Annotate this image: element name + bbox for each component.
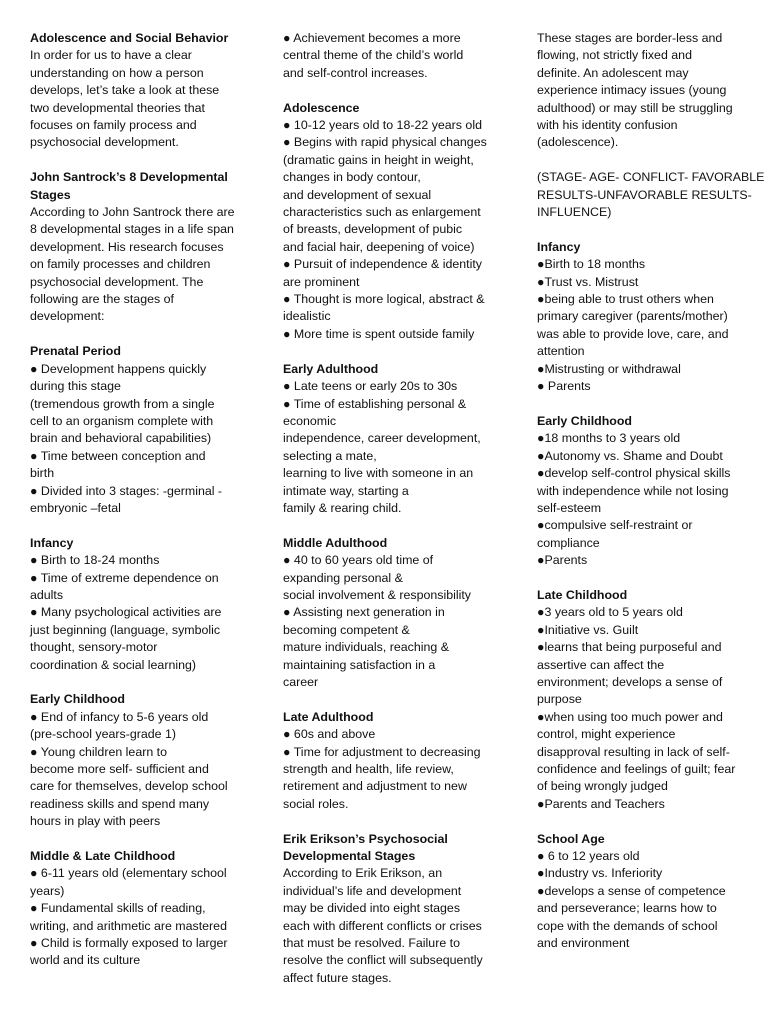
text-block — [537, 30, 747, 152]
section-heading: Prenatal Period — [30, 344, 121, 359]
body-text-line: primary caregiver (parents/mother) — [537, 309, 728, 324]
text-block — [283, 535, 505, 692]
body-text-line: changes in body contour, — [283, 170, 421, 185]
body-text-line: ●when using too much power and — [537, 709, 723, 724]
body-text-line: economic — [283, 413, 337, 428]
body-text-line: ● Begins with rapid physical changes — [283, 135, 487, 150]
body-text-line: on family processes and children — [30, 257, 211, 272]
body-text-line: understanding on how a person — [30, 65, 204, 80]
body-text-line: care for themselves, develop school — [30, 779, 228, 794]
body-text-line: ● Development happens quickly — [30, 361, 207, 376]
body-text-line: adults — [30, 587, 64, 602]
body-text-line: cell to an organism complete with — [30, 413, 214, 428]
body-text-line: affect future stages. — [283, 970, 392, 985]
text-block — [537, 831, 747, 953]
section-heading: Erik Erikson’s Psychosocial Developmental Stages — [283, 831, 448, 864]
text-block — [283, 831, 505, 988]
body-text-line: attention — [537, 344, 585, 359]
section-heading: Early Adulthood — [283, 361, 379, 376]
text-block — [283, 709, 505, 813]
body-text-line: control, might experience — [537, 727, 676, 742]
body-text-line: ●18 months to 3 years old — [537, 431, 681, 446]
body-text-line: psychosocial development. The — [30, 274, 204, 289]
section-heading: Late Adulthood — [283, 709, 374, 724]
body-text-line: RESULTS-UNFAVORABLE RESULTS- — [537, 187, 752, 202]
section-heading: Early Childhood — [30, 692, 125, 707]
body-text-line: writing, and arithmetic are mastered — [30, 918, 227, 933]
section-heading: Middle Adulthood — [283, 535, 388, 550]
column-3 — [537, 30, 765, 970]
body-text-line: of breasts, development of pubic — [283, 222, 463, 237]
body-text-line: ●compulsive self-restraint or — [537, 518, 693, 533]
body-text-line: disapproval resulting in lack of self- — [537, 744, 730, 759]
body-text-line: ● Thought is more logical, abstract & — [283, 292, 485, 307]
text-block — [283, 30, 505, 82]
body-text-line: may be divided into eight stages — [283, 901, 461, 916]
text-block — [30, 535, 252, 674]
body-text-line: development. His research focuses — [30, 239, 224, 254]
body-text-line: ●Trust vs. Mistrust — [537, 274, 639, 289]
body-text-line: coordination & social learning) — [30, 657, 196, 672]
body-text-line: ● Time of extreme dependence on — [30, 570, 219, 585]
body-text-line: are prominent — [283, 274, 360, 289]
body-text-line: self-esteem — [537, 500, 602, 515]
body-text-line: and perseverance; learns how to — [537, 901, 717, 916]
body-text-line: ●Initiative vs. Guilt — [537, 622, 639, 637]
section-heading: School Age — [537, 831, 605, 846]
body-text-line: ● Late teens or early 20s to 30s — [283, 379, 458, 394]
body-text-line: world and its culture — [30, 953, 141, 968]
body-text-line: develops, let’s take a look at these — [30, 83, 220, 98]
body-text-line: mature individuals, reaching & — [283, 640, 449, 655]
body-text-line: of being wrongly judged — [537, 779, 668, 794]
body-text-line: According to Erik Erikson, an — [283, 866, 443, 881]
body-text-line: ●Birth to 18 months — [537, 257, 646, 272]
body-text-line: during this stage — [30, 379, 121, 394]
body-text-line: ● Many psychological activities are — [30, 605, 222, 620]
body-text-line: flowing, not strictly fixed and — [537, 48, 692, 63]
body-text-line: ● Time of establishing personal & — [283, 396, 467, 411]
body-text-line: become more self- sufficient and — [30, 762, 209, 776]
body-text-line: INFLUENCE) — [537, 205, 612, 220]
section-heading: Late Childhood — [537, 587, 628, 602]
body-text-line: ● More time is spent outside family — [283, 326, 475, 341]
body-text-line: hours in play with peers — [30, 814, 161, 829]
body-text-line: readiness skills and spend many — [30, 796, 210, 811]
body-text-line: two developmental theories that — [30, 100, 205, 115]
body-text-line: individual’s life and development — [283, 883, 462, 898]
text-block — [283, 361, 505, 518]
body-text-line: birth — [30, 466, 55, 481]
body-text-line: social roles. — [283, 796, 349, 811]
body-text-line: ●learns that being purposeful and — [537, 640, 722, 655]
body-text-line: career — [283, 674, 319, 689]
body-text-line: ●Industry vs. Inferiority — [537, 866, 663, 881]
section-heading: Infancy — [537, 239, 581, 254]
body-text-line: focuses on family process and — [30, 118, 197, 133]
body-text-line: ● End of infancy to 5-6 years old — [30, 709, 209, 724]
body-text-line: ●develops a sense of competence — [537, 883, 726, 898]
body-text-line: ● Time between conception and — [30, 448, 206, 463]
text-block — [30, 30, 252, 152]
body-text-line: with his identity confusion — [537, 118, 678, 133]
body-text-line: ● Achievement becomes a more — [283, 31, 461, 45]
body-text-line: ● Time for adjustment to decreasing — [283, 744, 481, 759]
body-text-line: experience intimacy issues (young — [537, 83, 727, 98]
section-heading: Early Childhood — [537, 413, 632, 428]
body-text-line: ●develop self-control physical skills — [537, 466, 731, 481]
body-text-line: ●Autonomy vs. Shame and Doubt — [537, 448, 723, 463]
body-text-line: compliance — [537, 535, 600, 550]
body-text-line: learning to live with someone in an — [283, 466, 474, 481]
body-text-line: adulthood) or may still be struggling — [537, 100, 733, 115]
body-text-line: becoming competent & — [283, 622, 410, 637]
text-block — [30, 343, 252, 517]
body-text-line: independence, career development, — [283, 431, 481, 446]
body-text-line: intimate way, starting a — [283, 483, 409, 498]
body-text-line: and facial hair, deepening of voice) — [283, 239, 475, 254]
section-heading: John Santrock’s 8 Developmental Stages — [30, 170, 228, 202]
body-text-line: purpose — [537, 692, 582, 707]
body-text-line: (STAGE- AGE- CONFLICT- FAVORABLE — [537, 170, 765, 185]
body-text-line: ● Pursuit of independence & identity — [283, 257, 482, 272]
text-block — [537, 413, 747, 570]
section-heading: Middle & Late Childhood — [30, 849, 176, 864]
body-text-line: ● Young children learn to — [30, 744, 167, 759]
body-text-line: resolve the conflict will subsequently — [283, 953, 483, 968]
section-heading: Adolescence — [283, 100, 360, 115]
body-text-line: ● Parents — [537, 379, 591, 394]
body-text-line: years) — [30, 883, 65, 898]
text-block — [30, 691, 252, 830]
section-heading: Infancy — [30, 535, 74, 550]
body-text-line: following are the stages of — [30, 292, 174, 307]
body-text-line: selecting a mate, — [283, 448, 377, 463]
body-text-line: ● 6 to 12 years old — [537, 849, 640, 864]
body-text-line: and self-control increases. — [283, 65, 428, 80]
column-1 — [30, 30, 252, 987]
body-text-line: (pre-school years-grade 1) — [30, 727, 176, 742]
text-block — [537, 169, 765, 221]
body-text-line: ●Parents — [537, 553, 588, 568]
body-text-line: and development of sexual — [283, 187, 432, 202]
body-text-line: maintaining satisfaction in a — [283, 657, 436, 672]
body-text-line: According to John Santrock there are — [30, 205, 235, 220]
body-text-line: 8 developmental stages in a life span — [30, 222, 234, 237]
body-text-line: confidence and feelings of guilt; fear — [537, 762, 736, 776]
body-text-line: ● 6-11 years old (elementary school — [30, 866, 227, 881]
body-text-line: characteristics such as enlargement — [283, 205, 481, 220]
body-text-line: ● Divided into 3 stages: -germinal - — [30, 483, 223, 498]
body-text-line: brain and behavioral capabilities) — [30, 431, 212, 446]
body-text-line: strength and health, life review, — [283, 762, 454, 776]
body-text-line: psychosocial development. — [30, 135, 179, 150]
text-block — [30, 848, 252, 970]
body-text-line: with independence while not losing — [537, 483, 729, 498]
body-text-line: (adolescence). — [537, 135, 619, 150]
text-block — [537, 239, 747, 396]
body-text-line: central theme of the child’s world — [283, 48, 464, 63]
body-text-line: expanding personal & — [283, 570, 403, 585]
body-text-line: and environment — [537, 936, 630, 951]
body-text-line: ●3 years old to 5 years old — [537, 605, 683, 620]
body-text-line: ● 40 to 60 years old time of — [283, 553, 434, 568]
body-text-line: definite. An adolescent may — [537, 65, 689, 80]
body-text-line: (tremendous growth from a single — [30, 396, 215, 411]
body-text-line: (dramatic gains in height in weight, — [283, 152, 474, 167]
body-text-line: that must be resolved. Failure to — [283, 936, 460, 951]
body-text-line: ● Assisting next generation in — [283, 605, 445, 620]
body-text-line: social involvement & responsibility — [283, 587, 472, 602]
body-text-line: assertive can affect the — [537, 657, 665, 672]
body-text-line: ● 60s and above — [283, 727, 376, 742]
body-text-line: thought, sensory-motor — [30, 640, 158, 655]
body-text-line: ● 10-12 years old to 18-22 years old — [283, 118, 482, 133]
body-text-line: ● Fundamental skills of reading, — [30, 901, 206, 916]
text-block — [283, 100, 505, 344]
body-text-line: just beginning (language, symbolic — [30, 622, 221, 637]
body-text-line: These stages are border-less and — [537, 31, 723, 45]
body-text-line: ●Parents and Teachers — [537, 796, 665, 811]
body-text-line: retirement and adjustment to new — [283, 779, 467, 794]
body-text-line: was able to provide love, care, and — [537, 326, 729, 341]
body-text-line: ●Mistrusting or withdrawal — [537, 361, 681, 376]
body-text-line: family & rearing child. — [283, 500, 402, 515]
body-text-line: embryonic –fetal — [30, 500, 121, 515]
text-block — [537, 587, 747, 813]
body-text-line: cope with the demands of school — [537, 918, 718, 933]
text-block — [30, 169, 252, 326]
section-heading: Adolescence and Social Behavior — [30, 31, 229, 45]
body-text-line: In order for us to have a clear — [30, 48, 192, 63]
body-text-line: ● Birth to 18-24 months — [30, 553, 160, 568]
body-text-line: development: — [30, 309, 105, 324]
body-text-line: ● Child is formally exposed to larger — [30, 936, 228, 951]
body-text-line: ●being able to trust others when — [537, 292, 714, 307]
body-text-line: each with different conflicts or crises — [283, 918, 482, 933]
body-text-line: environment; develops a sense of — [537, 674, 723, 689]
body-text-line: idealistic — [283, 309, 331, 324]
column-2 — [283, 30, 505, 1005]
